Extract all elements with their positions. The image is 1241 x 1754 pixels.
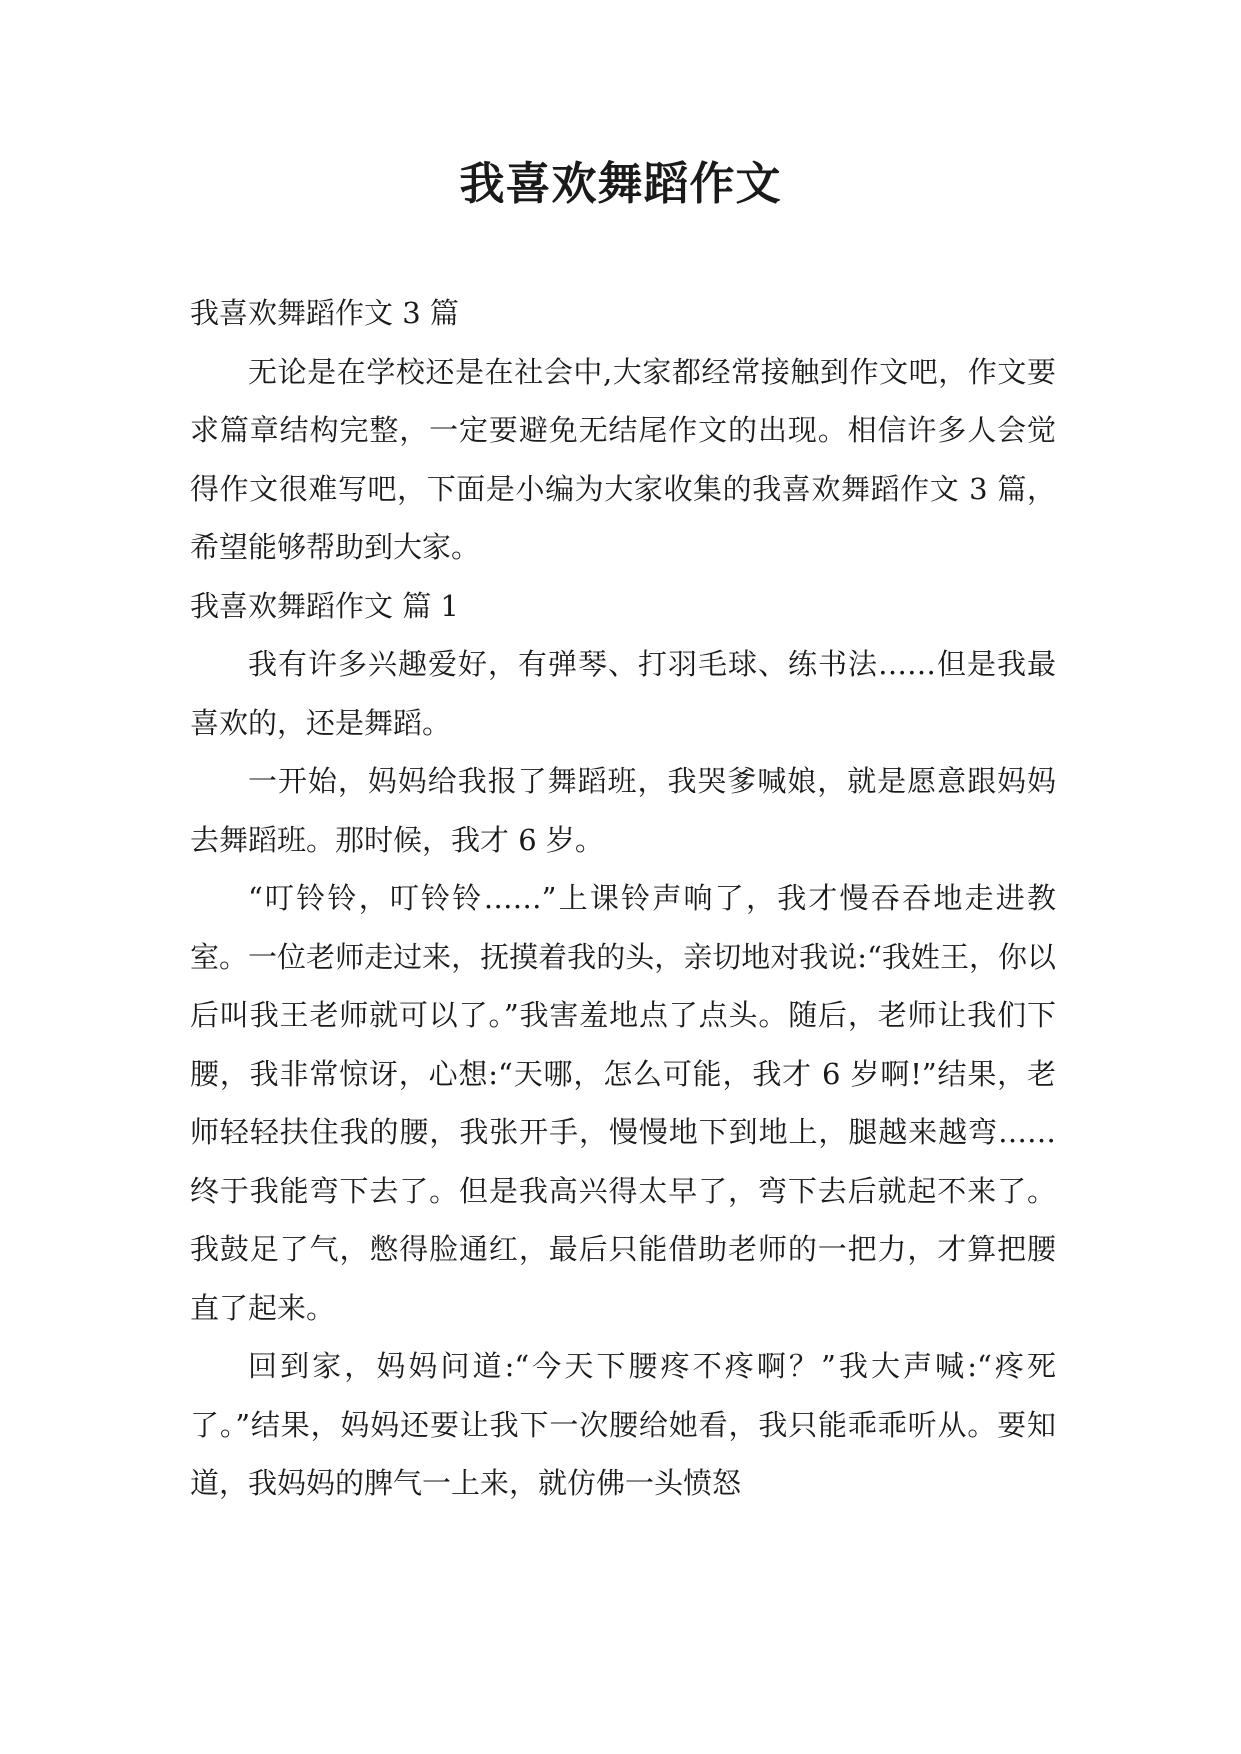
section-heading: 我喜欢舞蹈作文 篇 1 (190, 588, 459, 623)
intro-paragraph: 无论是在学校还是在社会中,大家都经常接触到作文吧，作文要求篇章结构完整，一定要避免无结尾作文的出现。相信许多人会觉得作文很难写吧，下面是小编为大家收集的我喜欢舞蹈作文 3 篇，希望能够帮助到大家。 (190, 354, 1056, 564)
document-subtitle: 我喜欢舞蹈作文 3 篇 (190, 296, 459, 330)
body-paragraph: 回到家，妈妈问道:“今天下腰疼不疼啊？”我大声喊:“疼死了。”结果，妈妈还要让我下一次腰给她看，我只能乖乖听从。要知道，我妈妈的脾气一上来，就仿佛一头愤怒 (190, 1349, 1056, 1500)
body-paragraph: 我有许多兴趣爱好，有弹琴、打羽毛球、练书法……但是我最喜欢的，还是舞蹈。 (190, 647, 1056, 740)
body-paragraph: “叮铃铃，叮铃铃……”上课铃声响了，我才慢吞吞地走进教室。一位老师走过来，抚摸着我的头，亲切地对我说:“我姓王，你以后叫我王老师就可以了。”我害羞地点了点头。随后，老师让我们下腰，我非常惊讶，心想:“天哪，怎么可能，我才 6 岁啊!”结果，老师轻轻扶住我的腰，我张开手，慢慢地下到地上，腿越来越弯……终于我能弯下去了。但是我高兴得太早了，弯下去后就起不来了。我鼓足了气，憋得脸通红，最后只能借助老师的一把力，才算把腰直了起来。 (190, 881, 1056, 1325)
document-body (190, 284, 1056, 1513)
document-title: 我喜欢舞蹈作文 (459, 157, 782, 210)
body-paragraph: 一开始，妈妈给我报了舞蹈班，我哭爹喊娘，就是愿意跟妈妈去舞蹈班。那时候，我才 6 岁。 (190, 764, 1056, 857)
